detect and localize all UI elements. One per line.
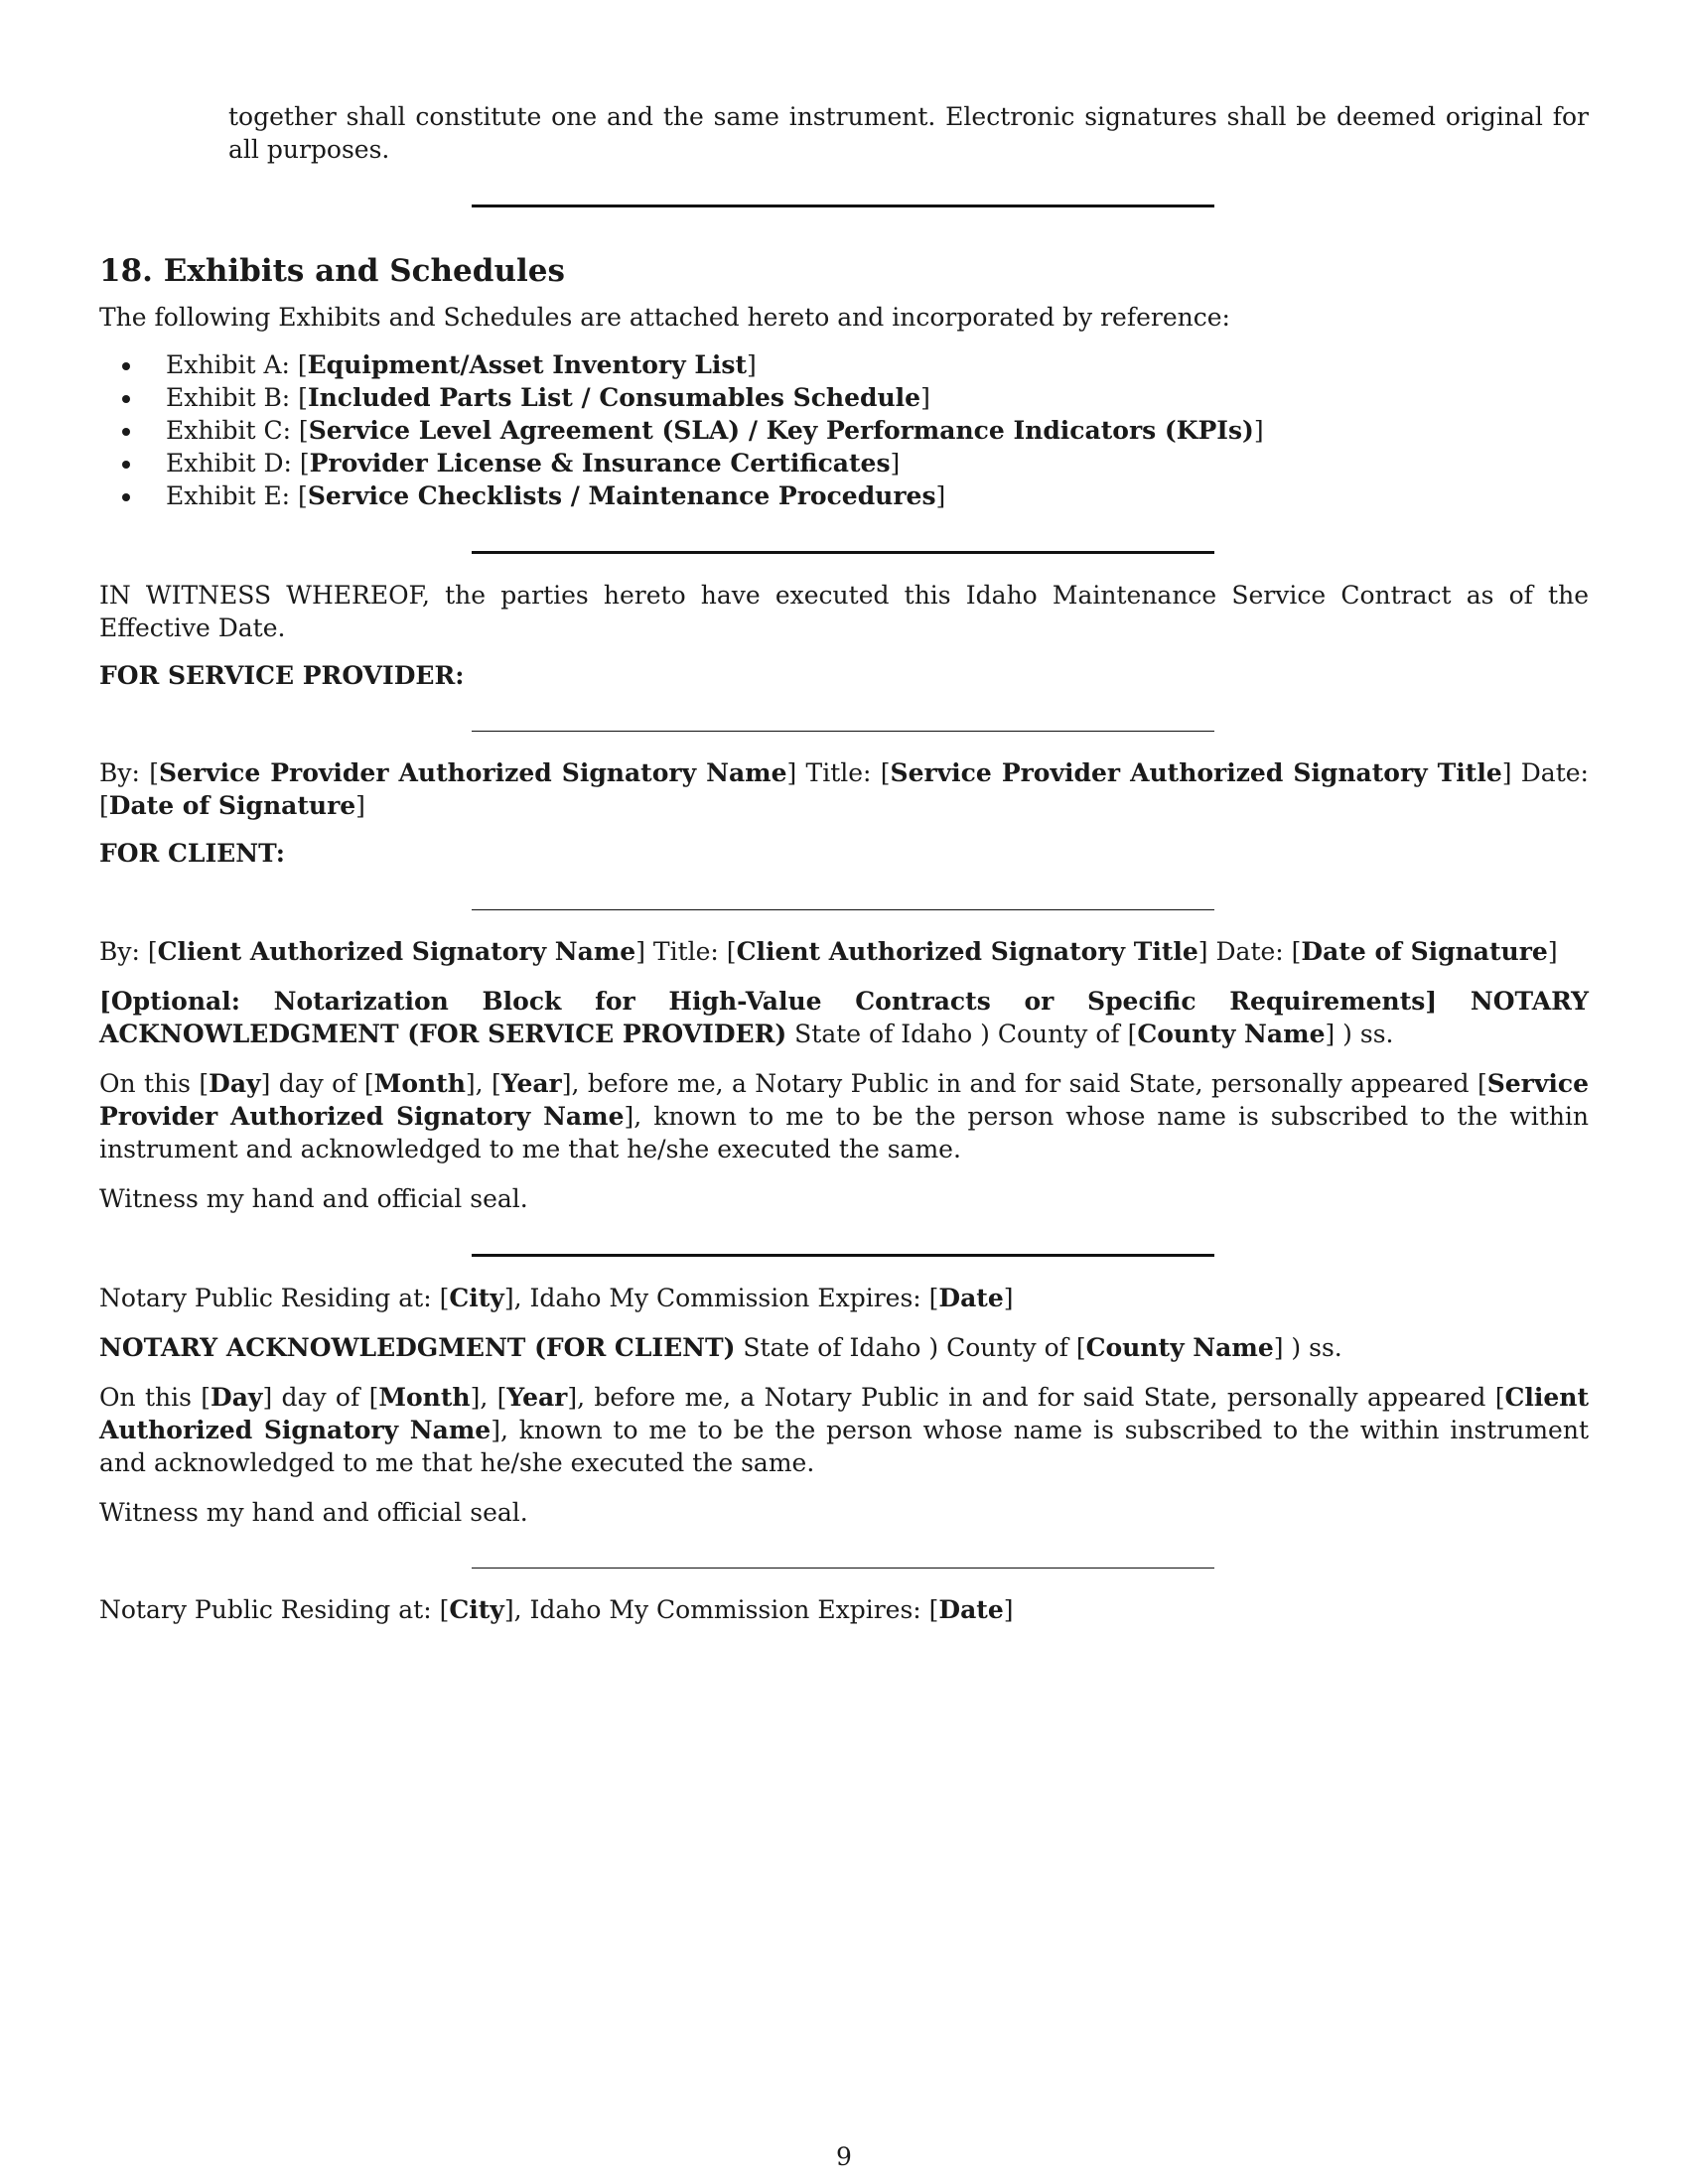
exhibit-item: • Exhibit A: [Equipment/Asset Inventory List]: [144, 348, 1589, 381]
notary-client-header: NOTARY ACKNOWLEDGMENT (FOR CLIENT) State of Idaho ) County of [County Name] ) ss.: [99, 1333, 1342, 1362]
provider-signature-block: By: [Service Provider Authorized Signatory Name] Title: [Service Provider Authorized Signatory Title] Date: [Date of Signature]: [99, 758, 1589, 820]
client-signature-heading: FOR CLIENT:: [99, 839, 286, 868]
exhibit-item: • Exhibit E: [Service Checklists / Maintenance Procedures]: [144, 479, 1589, 512]
notary-provider-heading: NOTARY ACKNOWLEDGMENT (FOR SERVICE PROVIDER): [99, 987, 1589, 1048]
carryover-paragraph: together shall constitute one and the same instrument. Electronic signatures shall be deemed original for all purposes.: [228, 102, 1589, 164]
provider-signature-heading: FOR SERVICE PROVIDER:: [99, 661, 465, 690]
county-name: County Name: [1085, 1333, 1274, 1362]
notary-client-heading: NOTARY ACKNOWLEDGMENT (FOR CLIENT): [99, 1333, 736, 1362]
exhibit-item: • Exhibit D: [Provider License & Insurance Certificates]: [144, 447, 1589, 479]
document-page: [99, 0, 1589, 1626]
section-divider: [472, 551, 1214, 554]
page-number: 9: [836, 2142, 852, 2171]
client-signatory-title: Client Authorized Signatory Title: [736, 937, 1198, 966]
client-signature-line: [472, 909, 1214, 910]
provider-signature-line: [472, 731, 1214, 732]
exhibit-list: [99, 348, 1589, 512]
notary-client-acknowledgment: On this [Day] day of [Month], [Year], before me, a Notary Public in and for said State, personally appeared [Client Authorized Signatory Name], known to me to be the person whose name is subscribed to the within instrument and acknowledged to me that he/she executed the same.: [99, 1383, 1590, 1477]
exhibit-title: Provider License & Insurance Certificates: [309, 449, 891, 478]
provider-signatory-title: Service Provider Authorized Signatory Title: [890, 758, 1502, 787]
notary-provider-residence: Notary Public Residing at: [City], Idaho My Commission Expires: [Date]: [99, 1284, 1014, 1312]
client-signature-date: Date of Signature: [1301, 937, 1548, 966]
client-signature-block: By: [Client Authorized Signatory Name] Title: [Client Authorized Signatory Title] Date: [Date of Signature]: [99, 937, 1558, 966]
exhibit-title: Included Parts List / Consumables Schedule: [307, 383, 921, 412]
notary-client-witness: Witness my hand and official seal.: [99, 1498, 528, 1527]
notary-provider-signature-line: [472, 1254, 1214, 1257]
notary-client-residence: Notary Public Residing at: [City], Idaho My Commission Expires: [Date]: [99, 1595, 1014, 1624]
exhibit-title: Service Level Agreement (SLA) / Key Performance Indicators (KPIs): [308, 416, 1254, 445]
notary-provider-acknowledgment: On this [Day] day of [Month], [Year], before me, a Notary Public in and for said State, personally appeared [Service Provider Authorized Signatory Name], known to me to be the person whose name is subscribed to the within instrument and acknowledged to me that he/she executed the same.: [99, 1069, 1590, 1163]
provider-signature-date: Date of Signature: [108, 791, 356, 820]
exhibit-item: • Exhibit B: [Included Parts List / Consumables Schedule]: [144, 381, 1589, 414]
notary-provider-witness: Witness my hand and official seal.: [99, 1184, 528, 1213]
county-name: County Name: [1137, 1020, 1326, 1048]
exhibit-title: Equipment/Asset Inventory List: [307, 350, 748, 379]
exhibit-title: Service Checklists / Maintenance Procedures: [307, 481, 936, 510]
notary-provider-person: Service Provider Authorized Signatory Name: [99, 1069, 1590, 1131]
exhibit-item: • Exhibit C: [Service Level Agreement (SLA) / Key Performance Indicators (KPIs)]: [144, 414, 1589, 447]
exhibits-intro: The following Exhibits and Schedules are attached hereto and incorporated by reference:: [99, 303, 1230, 332]
notary-provider-header: [Optional: Notarization Block for High-Value Contracts or Specific Requirements] NOTARY ACKNOWLEDGMENT (FOR SERVICE PROVIDER) State of Idaho ) County of [County Name] ) ss.: [99, 987, 1589, 1048]
notary-client-person: Client Authorized Signatory Name: [99, 1383, 1590, 1444]
client-signatory-name: Client Authorized Signatory Name: [157, 937, 636, 966]
notary-client-signature-line: [472, 1568, 1214, 1569]
provider-signatory-name: Service Provider Authorized Signatory Name: [158, 758, 787, 787]
section-heading-exhibits: 18. Exhibits and Schedules: [99, 253, 565, 289]
optional-notarization-note: Optional: Notarization Block for High-Value Contracts or Specific Requirements: [110, 987, 1426, 1016]
section-divider: [472, 205, 1214, 207]
witness-clause: IN WITNESS WHEREOF, the parties hereto have executed this Idaho Maintenance Service Contract as of the Effective Date.: [99, 581, 1589, 642]
